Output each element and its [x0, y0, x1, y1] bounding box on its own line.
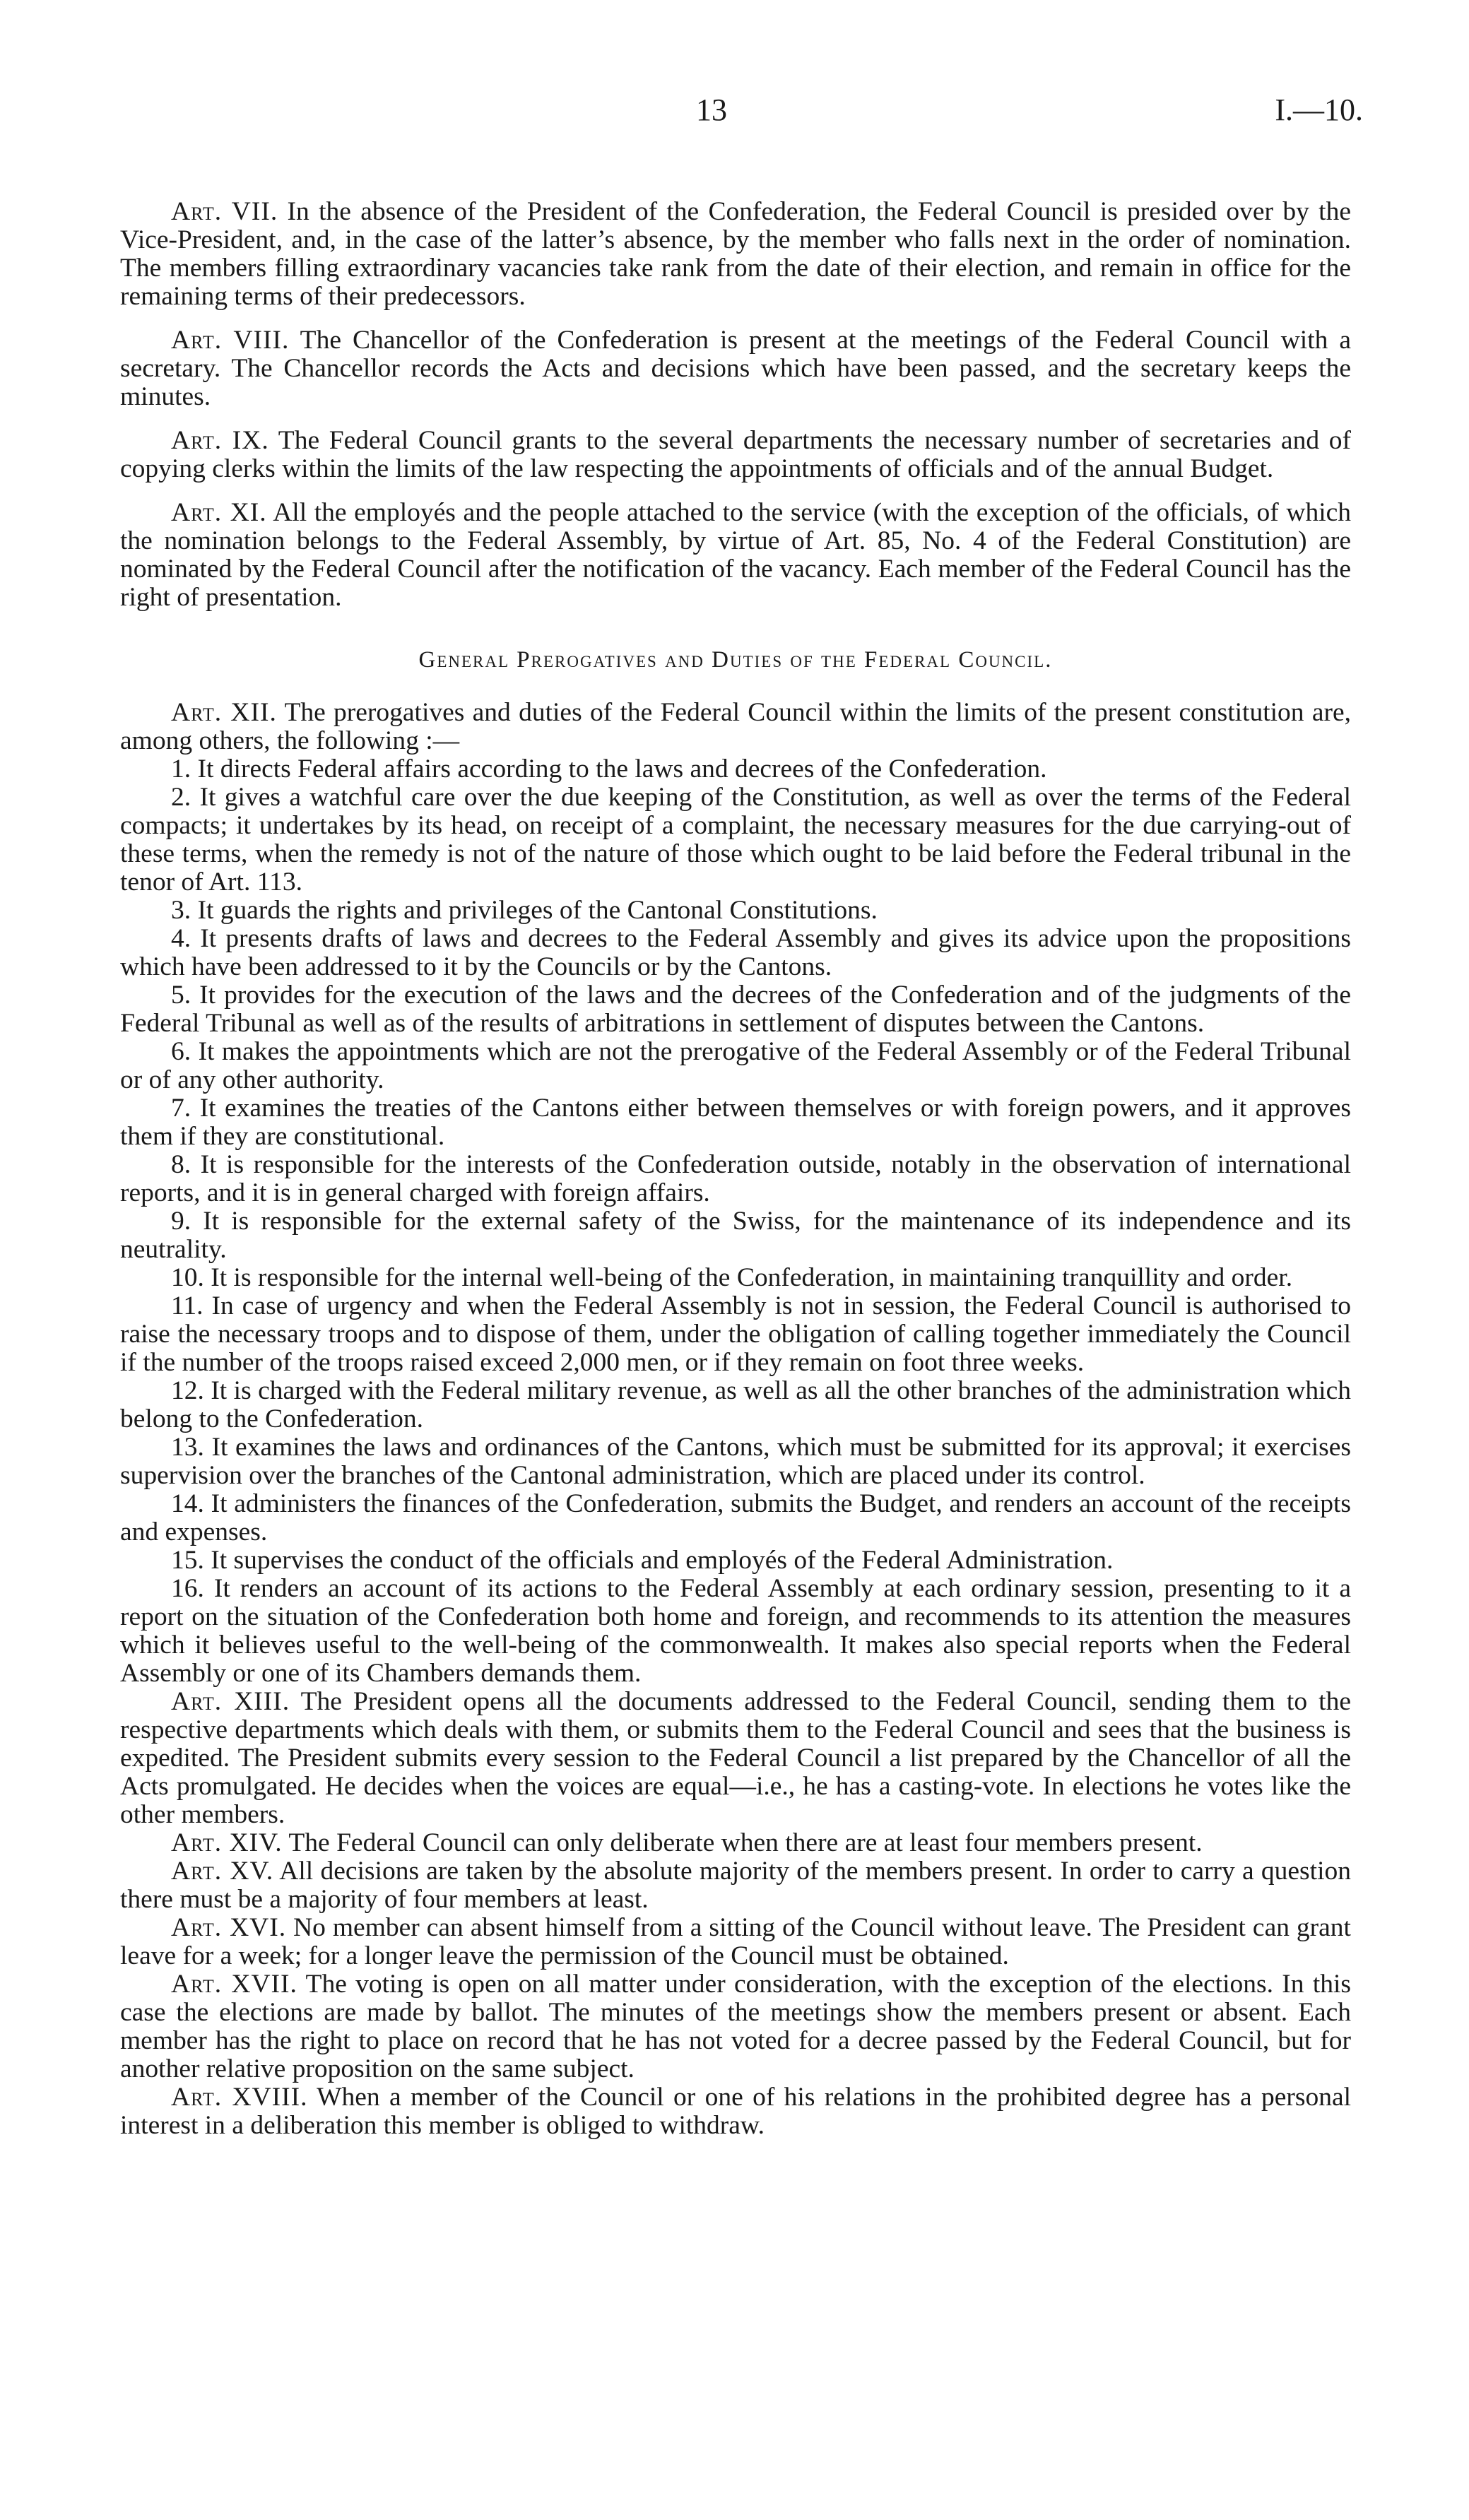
list-item: 11. In case of urgency and when the Federal Assembly is not in session, the Federal Council is authorised to raise the necessary troops and to dispose of them, under the obligation of calling together immediately the Council if the number of the troops raised exceed 2,000 men, or if they remain on foot three weeks. [120, 1291, 1351, 1377]
article-text: The prerogatives and duties of the Federal Council within the limits of the present constitution are, among others, the following :— [120, 698, 1351, 755]
list-item: 3. It guards the rights and privileges of the Cantonal Constitutions. [171, 896, 878, 925]
article-label: Art. XIII. [171, 1687, 290, 1716]
article-paragraph [120, 198, 1351, 311]
list-item: 4. It presents drafts of laws and decrees to the Federal Assembly and gives its advice upon the propositions which have been addressed to it by the Councils or by the Cantons. [120, 924, 1351, 981]
article-label: Art. XVIII. [171, 2083, 308, 2112]
article-label: Art. XVI. [171, 1913, 287, 1942]
article-label: Art. XIV. [171, 1828, 283, 1857]
document-body [120, 182, 1351, 2140]
article-paragraph [120, 326, 1351, 411]
article-text: All the employés and the people attached to the service (with the exception of the officials, of which the nomination belongs to the Federal Assembly, by virtue of Art. 85, No. 4 of the Federal Constitution) are nominated by the Federal Council after the notification of the vacancy. Each member of the Federal Council has the right of presentation. [120, 498, 1352, 612]
article-paragraph [120, 2083, 1351, 2140]
list-item: 8. It is responsible for the interests of the Confederation outside, notably in the observation of international reports, and it is in general charged with foreign affairs. [120, 1150, 1351, 1207]
list-item: 14. It administers the finances of the Confederation, submits the Budget, and renders an account of the receipts and expenses. [120, 1489, 1351, 1546]
list-item: 13. It examines the laws and ordinances of the Cantons, which must be submitted for its approval; it exercises supervision over the branches of the Cantonal administration, which are placed under its control. [120, 1433, 1351, 1490]
article-text: In the absence of the President of the Confederation, the Federal Council is presided over by the Vice-President, and, in the case of the latter’s absence, by the member who falls next in the order of nomination. The members filling extraordinary vacancies take rank from the date of their election, and remain in office for the remaining terms of their predecessors. [120, 197, 1351, 311]
article-label: Art. XI. [171, 498, 267, 527]
list-item: 15. It supervises the conduct of the officials and employés of the Federal Administration. [171, 1546, 1114, 1575]
document-reference: I.—10. [1275, 93, 1363, 127]
list-item: 9. It is responsible for the external safety of the Swiss, for the maintenance of its independence and its neutrality. [120, 1207, 1351, 1264]
article-text: When a member of the Council or one of his relations in the prohibited degree has a personal interest in a deliberation this member is obliged to withdraw. [120, 2083, 1352, 2140]
list-item: 12. It is charged with the Federal military revenue, as well as all the other branches of the administration which belong to the Confederation. [120, 1376, 1351, 1433]
article-label: Art. VII. [171, 197, 278, 226]
article-text: The voting is open on all matter under consideration, with the exception of the elections. In this case the elections are made by ballot. The minutes of the meetings show the members present or absent. Each member has the right to place on record that he has not voted for a decree passed by the Federal Council, but for another relative proposition on the same subject. [120, 1970, 1351, 2083]
article-text: The President opens all the documents addressed to the Federal Council, sending them to the respective departments which deals with them, or submits them to the Federal Council and sees that the business is expedited. The President submits every session to the Federal Council a list prepared by the Chancellor of all the Acts promulgated. He decides when the voices are equal—i.e., he has a casting-vote. In elections he votes like the other members. [120, 1687, 1352, 1829]
article-text: No member can absent himself from a sitting of the Council without leave. The President can grant leave for a week; for a longer leave the permission of the Council must be obtained. [120, 1913, 1351, 1970]
article-paragraph [120, 1688, 1351, 1829]
list-item: 10. It is responsible for the internal well-being of the Confederation, in maintaining tranquillity and order. [171, 1263, 1293, 1292]
article-label: Art. IX. [171, 426, 269, 455]
list-item: 6. It makes the appointments which are not the prerogative of the Federal Assembly or of the Federal Tribunal or of any other authority. [120, 1037, 1351, 1094]
list-item: 16. It renders an account of its actions to the Federal Assembly at each ordinary session, presenting to it a report on the situation of the Confederation both home and foreign, and recommends to its attention the measures which it believes useful to the well-being of the commonwealth. It makes also special reports when the Federal Assembly or one of its Chambers demands them. [120, 1574, 1351, 1688]
list-item: 2. It gives a watchful care over the due keeping of the Constitution, as well as over the terms of the Federal compacts; it undertakes by its head, on receipt of a complaint, the necessary measures for the due carrying-out of these terms, when the remedy is not of the nature of those which ought to be laid before the Federal tribunal in the tenor of Art. 113. [120, 783, 1351, 897]
article-paragraph [120, 1857, 1351, 1914]
page-header [0, 92, 1469, 148]
article-text: The Federal Council can only deliberate when there are at least four members present. [288, 1828, 1203, 1857]
article-paragraph [120, 1970, 1351, 2083]
article-label: Art. XII. [171, 698, 277, 727]
articles-before-heading [120, 198, 1351, 612]
article-paragraph [120, 1914, 1351, 1970]
article-text: All decisions are taken by the absolute majority of the members present. In order to carry a question there must be a majority of four members at least. [120, 1857, 1351, 1914]
article-paragraph [120, 427, 1351, 483]
list-item: 7. It examines the treaties of the Cantons either between themselves or with foreign powers, and it approves them if they are constitutional. [120, 1094, 1351, 1151]
article-text: The Chancellor of the Confederation is present at the meetings of the Federal Council with a secretary. The Chancellor records the Acts and decisions which have been passed, and the secretary keeps the minutes. [120, 326, 1351, 411]
article-label: Art. VIII. [171, 326, 290, 355]
article-label: Art. XVII. [171, 1970, 297, 1999]
articles-after-list [120, 1688, 1351, 2140]
article-paragraph [120, 499, 1351, 612]
article-paragraph [120, 699, 1351, 755]
list-item: 5. It provides for the execution of the laws and the decrees of the Confederation and of the judgments of the Federal Tribunal as well as of the results of arbitrations in settlement of disputes between the Cantons. [120, 981, 1351, 1038]
article-paragraph [120, 1829, 1351, 1857]
list-item: 1. It directs Federal affairs according to the laws and decrees of the Confederation. [171, 755, 1047, 783]
page-number: 13 [696, 93, 727, 127]
article-label: Art. XV. [171, 1857, 274, 1886]
article-xii [120, 699, 1351, 1688]
article-text: The Federal Council grants to the several departments the necessary number of secretaries and of copying clerks within the limits of the law respecting the appointments of officials and of the annual Budget. [120, 426, 1352, 483]
section-heading: General Prerogatives and Duties of the Federal Council. [418, 647, 1053, 673]
